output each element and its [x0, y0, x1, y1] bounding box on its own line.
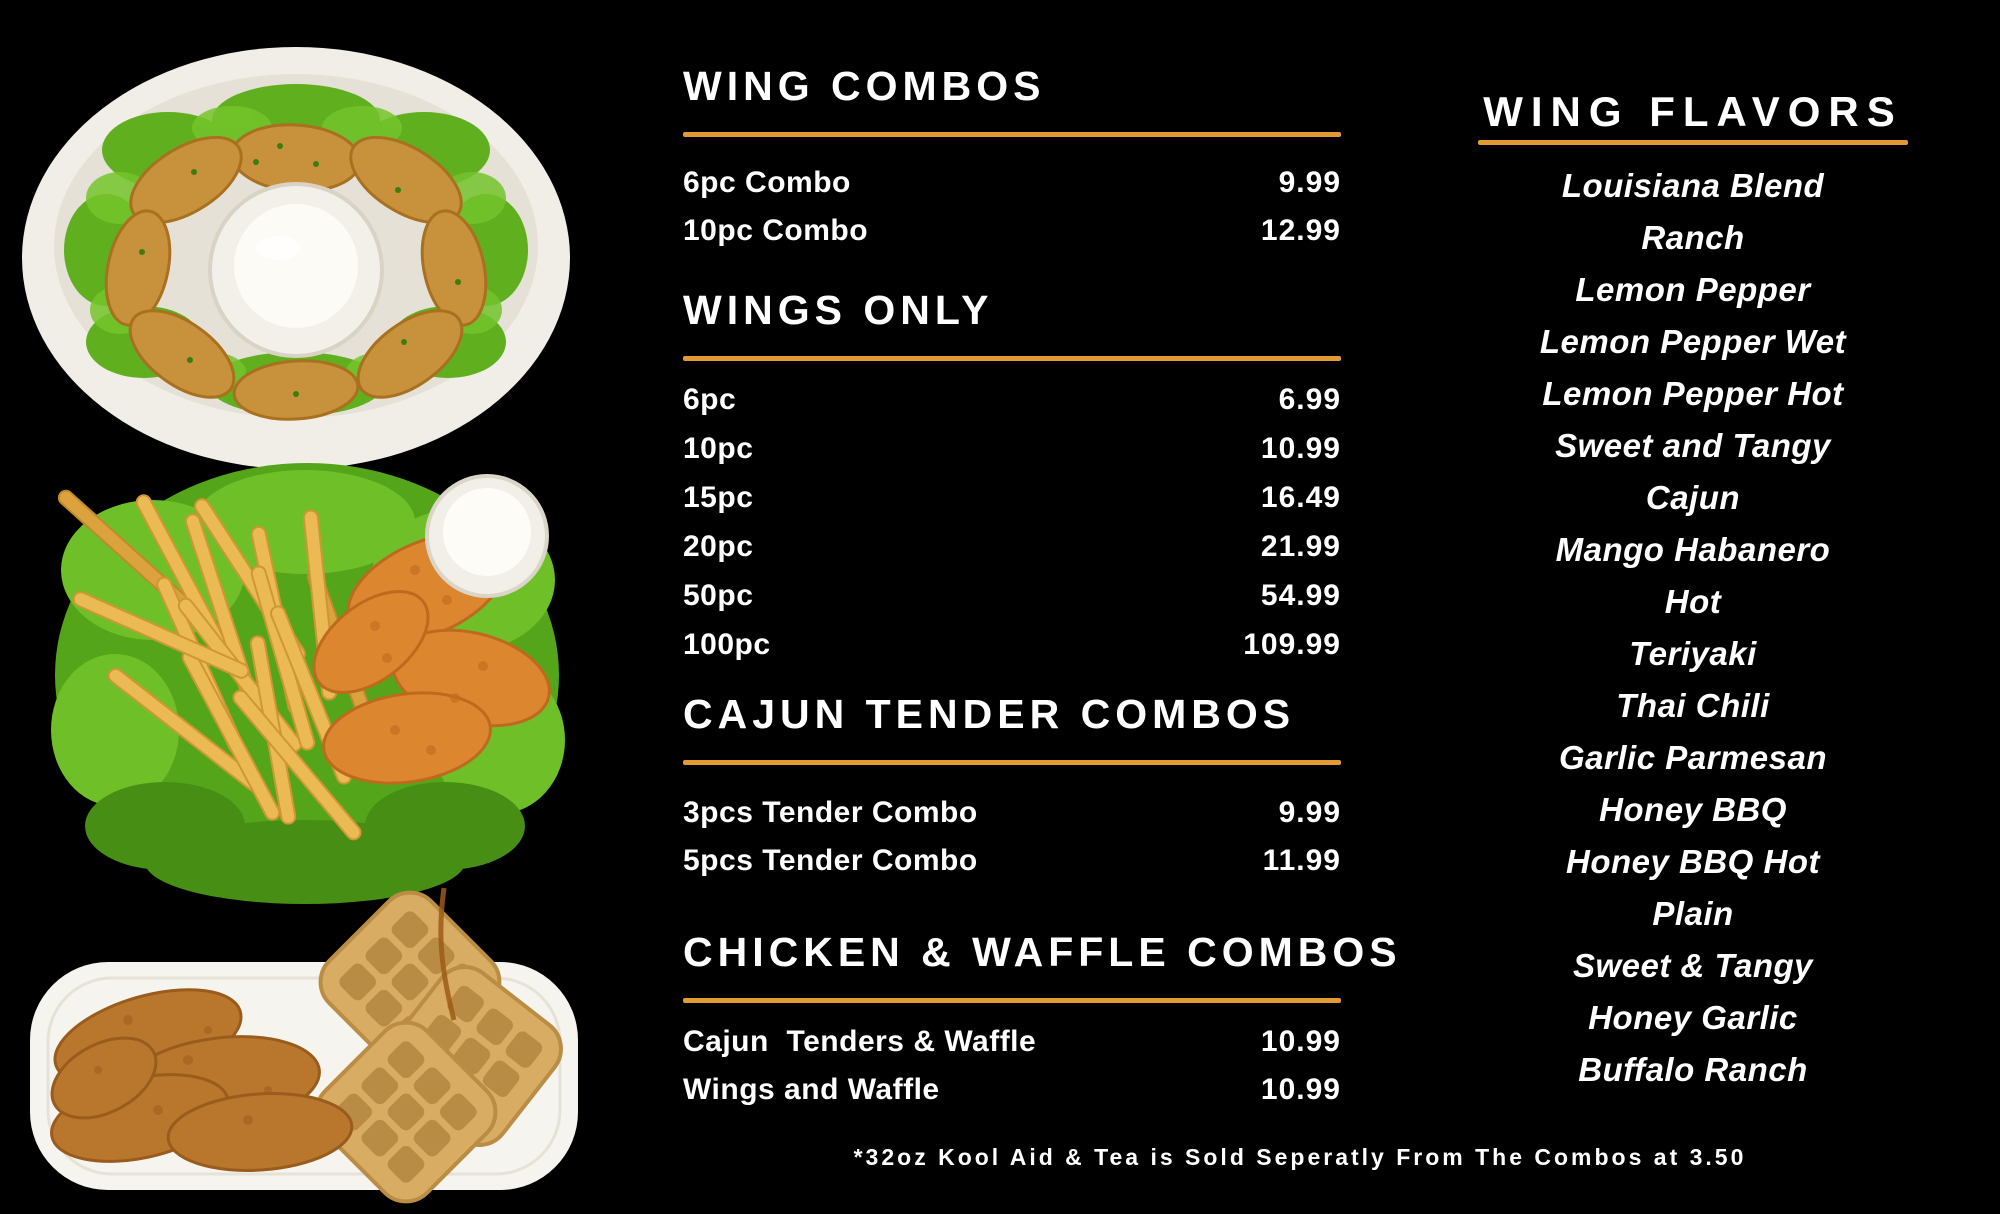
item-price: 9.99 [1278, 166, 1341, 199]
item-label: 3pcs Tender Combo [683, 796, 978, 829]
item-price: 109.99 [1243, 627, 1341, 661]
section-title: WINGS ONLY [683, 287, 994, 333]
section-underline [683, 998, 1341, 1003]
section-items [683, 159, 1341, 255]
menu-item [683, 837, 1341, 885]
item-price: 10.99 [1260, 431, 1341, 465]
flavor-item: Thai Chili [1616, 687, 1770, 724]
menu-item [683, 522, 1341, 571]
chicken-waffles-photo [8, 870, 598, 1205]
flavor-item: Buffalo Ranch [1578, 1051, 1808, 1088]
flavor-item: Lemon Pepper [1575, 271, 1811, 308]
item-label: 10pc [683, 431, 754, 465]
flavor-item: Sweet & Tangy [1573, 947, 1813, 984]
flavor-item: Louisiana Blend [1561, 167, 1825, 204]
flavor-item: Cajun [1645, 479, 1741, 516]
item-label: Cajun Tenders & Waffle [683, 1025, 1037, 1058]
flavor-item: Ranch [1641, 219, 1745, 256]
menu-item [683, 789, 1341, 837]
item-price: 54.99 [1260, 578, 1341, 612]
item-label: 20pc [683, 529, 754, 563]
menu-item [683, 620, 1341, 669]
section-items [683, 789, 1341, 885]
flavor-item: Lemon Pepper Wet [1539, 323, 1847, 360]
section-cajun-tender-combos [683, 692, 1341, 885]
item-price: 10.99 [1260, 1073, 1341, 1106]
section-items [683, 1018, 1341, 1114]
menu-item [683, 1066, 1341, 1114]
item-price: 16.49 [1260, 480, 1341, 514]
flavor-item: Garlic Parmesan [1559, 739, 1827, 776]
section-underline [683, 132, 1341, 137]
item-label: 50pc [683, 578, 754, 612]
item-price: 9.99 [1278, 796, 1341, 829]
item-label: 6pc [683, 382, 737, 416]
item-price: 12.99 [1260, 214, 1341, 247]
section-underline [1478, 140, 1908, 145]
menu-item [683, 571, 1341, 620]
section-underline [683, 760, 1341, 765]
menu-item [683, 424, 1341, 473]
item-label: 10pc Combo [683, 214, 869, 247]
section-underline [683, 356, 1341, 361]
section-items [683, 375, 1341, 669]
flavor-item: Mango Habanero [1555, 531, 1831, 568]
flavor-item: Sweet and Tangy [1555, 427, 1831, 464]
menu-item [683, 207, 1341, 255]
flavor-list [1455, 160, 1931, 1096]
flavor-item: Hot [1664, 583, 1722, 620]
menu-item [683, 1018, 1341, 1066]
menu-item [683, 473, 1341, 522]
item-label: 15pc [683, 480, 754, 514]
section-title: CAJUN TENDER COMBOS [683, 691, 1296, 737]
menu-item [683, 159, 1341, 207]
flavor-item: Honey BBQ [1599, 791, 1787, 828]
section-title: WING COMBOS [683, 63, 1046, 109]
wing-flavors-panel [1455, 90, 1931, 1096]
section-title: CHICKEN & WAFFLE COMBOS [683, 929, 1402, 975]
flavor-item: Lemon Pepper Hot [1542, 375, 1844, 412]
section-wing-combos [683, 64, 1341, 255]
tenders-fries-photo [35, 430, 580, 910]
item-price: 10.99 [1260, 1025, 1341, 1058]
section-chicken-waffle-combos [683, 929, 1402, 1114]
item-price: 21.99 [1260, 529, 1341, 563]
footnote: *32oz Kool Aid & Tea is Sold Seperatly From The Combos at 3.50 [853, 1144, 1747, 1170]
item-label: 5pcs Tender Combo [683, 844, 978, 877]
item-price: 6.99 [1278, 382, 1341, 416]
wing-flavors-title: WING FLAVORS [1483, 88, 1903, 135]
menu-item [683, 375, 1341, 424]
flavor-item: Honey Garlic [1588, 999, 1798, 1036]
item-label: Wings and Waffle [683, 1073, 940, 1106]
section-wings-only [683, 288, 1341, 669]
item-price: 11.99 [1262, 844, 1341, 877]
flavor-item: Teriyaki [1629, 635, 1757, 672]
item-label: 6pc Combo [683, 166, 851, 199]
menu-sections [683, 0, 1402, 1214]
flavor-item: Plain [1652, 895, 1734, 932]
wing-bowl-photo [10, 42, 582, 474]
flavor-item: Honey BBQ Hot [1566, 843, 1820, 880]
item-label: 100pc [683, 627, 771, 661]
